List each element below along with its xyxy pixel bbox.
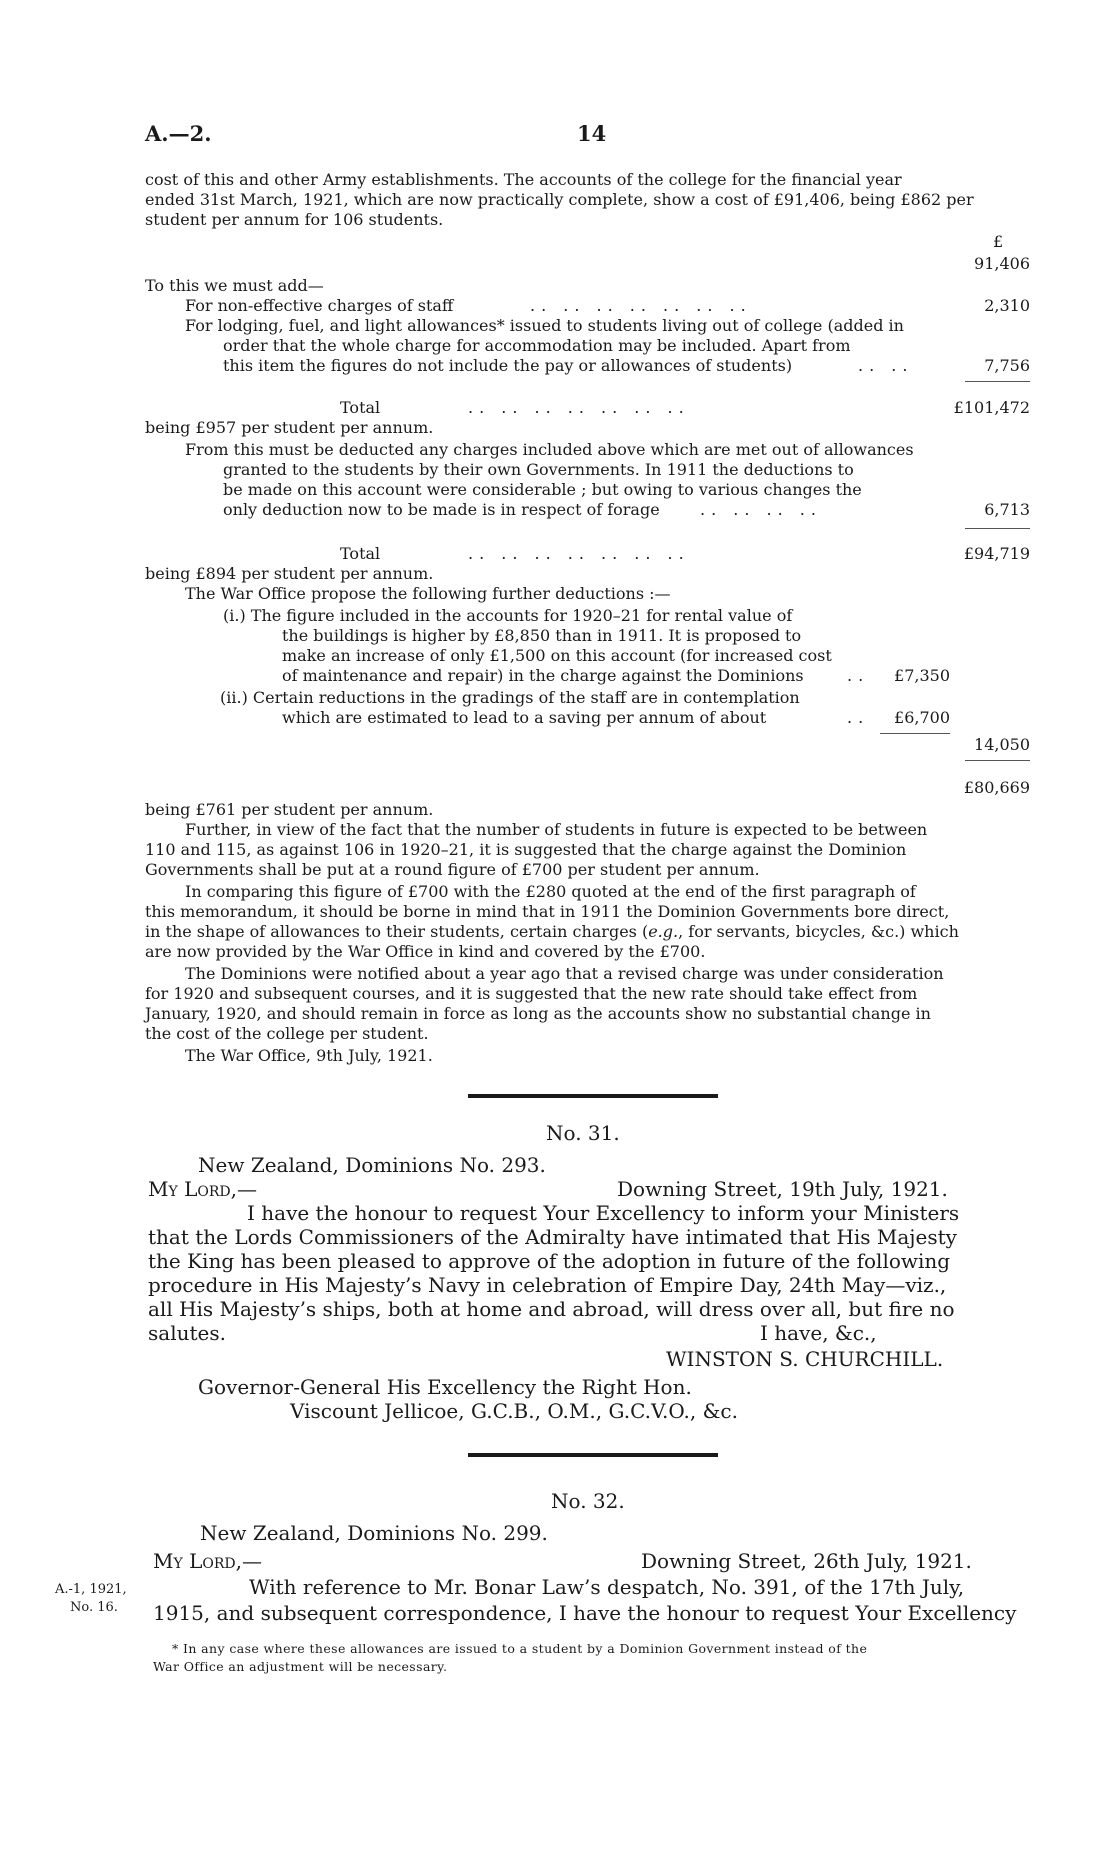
section-divider [468, 1094, 718, 1098]
final-per-student: being £761 per student per annum. [145, 800, 434, 819]
para-comparing-line-4: are now provided by the War Office in kind and covered by the £700. [145, 942, 706, 961]
deduction-i-line-2: the buildings is higher by £8,850 than in 1911. It is proposed to [282, 626, 802, 645]
margin-ref-line-1: A.-1, 1921, [55, 1582, 127, 1597]
total-2-per-student: being £894 per student per annum. [145, 564, 434, 583]
add-heading: To this we must add— [145, 276, 324, 295]
section-divider [468, 1453, 718, 1457]
leader-dots: .. .. .. .. .. .. .. [468, 544, 690, 563]
despatch-31-heading: No. 31. [546, 1121, 620, 1145]
despatch-31-address-date: Downing Street, 19th July, 1921. [617, 1177, 948, 1201]
deduct-line-2: granted to the students by their own Governments. In 1911 the deductions to [223, 460, 854, 479]
despatch-31-closing: I have, &c., [760, 1321, 877, 1345]
add-item-2-line-2: order that the whole charge for accommodation may be included. Apart from [223, 336, 851, 355]
final-amount: £80,669 [963, 778, 1030, 797]
total-1-per-student: being £957 per student per annum. [145, 418, 434, 437]
despatch-32-body-line-2: 1915, and subsequent correspondence, I have the honour to request Your Excellency [153, 1601, 1017, 1625]
despatch-31-addressee-line-2: Viscount Jellicoe, G.C.B., O.M., G.C.V.O., &c. [290, 1399, 738, 1423]
page-header-ref: A.—2. [145, 121, 212, 146]
despatch-32-salutation: My Lord,— [153, 1549, 262, 1573]
add-item-2-line-3: this item the figures do not include the pay or allowances of students) [223, 356, 793, 375]
sum-rule [965, 760, 1030, 761]
leader-dots: .. .. .. .. .. .. .. [468, 398, 690, 417]
deduction-i-line-4: of maintenance and repair) in the charge against the Dominions [282, 666, 804, 685]
deduction-ii-line-1: (ii.) Certain reductions in the gradings of the staff are in contemplation [220, 688, 800, 707]
despatch-31-signature: WINSTON S. CHURCHILL. [666, 1347, 944, 1371]
despatch-31-salutation: My Lord,— [148, 1177, 257, 1201]
further-deductions-heading: The War Office propose the following further deductions :— [185, 584, 671, 603]
para-further-line-3: Governments shall be put at a round figure of £700 per student per annum. [145, 860, 760, 879]
despatch-31-addressee-line-1: Governor-General His Excellency the Right Hon. [198, 1375, 692, 1399]
deductions-subtotal: 14,050 [974, 735, 1030, 754]
leader-dots: .. .. .. .. .. .. .. [530, 296, 752, 315]
currency-symbol: £ [993, 232, 1004, 251]
total-2-label: Total [340, 544, 381, 563]
despatch-31-dominion-ref: New Zealand, Dominions No. 293. [198, 1153, 546, 1177]
base-amount: 91,406 [974, 254, 1030, 273]
sum-rule [965, 528, 1030, 529]
despatch-31-body-line-4: procedure in His Majesty’s Navy in celebration of Empire Day, 24th May—viz., [148, 1273, 947, 1297]
sum-rule [965, 381, 1030, 382]
para-comparing-line-2: this memorandum, it should be borne in mind that in 1911 the Dominion Governments bore direct, [145, 902, 950, 921]
memo-intro-line-2: ended 31st March, 1921, which are now practically complete, show a cost of £91,406, being £862 per [145, 190, 974, 209]
para-notified-line-2: for 1920 and subsequent courses, and it is suggested that the new rate should take effect from [145, 984, 918, 1003]
italic-eg: e.g. [648, 922, 679, 941]
footnote-line-1: * In any case where these allowances are issued to a student by a Dominion Government instead of the [172, 1641, 868, 1656]
despatch-31-body-line-3: the King has been pleased to approve of the adoption in future of the following [148, 1249, 951, 1273]
deduct-line-1: From this must be deducted any charges included above which are met out of allowances [185, 440, 914, 459]
despatch-32-body-line-1: With reference to Mr. Bonar Law’s despatch, No. 391, of the 17th July, [249, 1575, 965, 1599]
deduction-i-line-1: (i.) The figure included in the accounts for 1920–21 for rental value of [223, 606, 793, 625]
despatch-31-body-last: salutes. [148, 1321, 226, 1345]
despatch-31-body-line-1: I have the honour to request Your Excellency to inform your Ministers [247, 1201, 960, 1225]
para-comparing-line-3-start: in the shape of allowances to their students, certain charges ( [145, 922, 649, 941]
add-item-2-amount: 7,756 [984, 356, 1030, 375]
para-notified-line-3: January, 1920, and should remain in force as long as the accounts show no substantial change in [145, 1004, 931, 1023]
despatch-31-body-line-5: all His Majesty’s ships, both at home and abroad, will dress over all, but fire no [148, 1297, 955, 1321]
add-item-1: For non-effective charges of staff [185, 296, 454, 315]
despatch-32-heading: No. 32. [551, 1489, 625, 1513]
total-1-amount: £101,472 [953, 398, 1030, 417]
leader-dots: .. [847, 708, 870, 727]
memo-signoff: The War Office, 9th July, 1921. [185, 1046, 433, 1065]
memo-intro-line-3: student per annum for 106 students. [145, 210, 444, 229]
despatch-31-body-line-2: that the Lords Commissioners of the Admiralty have intimated that His Majesty [148, 1225, 957, 1249]
sum-rule [880, 733, 950, 734]
total-2-amount: £94,719 [963, 544, 1030, 563]
total-1-label: Total [340, 398, 381, 417]
leader-dots: .. .. [858, 356, 914, 375]
despatch-32-dominion-ref: New Zealand, Dominions No. 299. [200, 1521, 548, 1545]
para-further-line-2: 110 and 115, as against 106 in 1920–21, it is suggested that the charge against the Dominion [145, 840, 907, 859]
para-comparing-line-3 [145, 922, 959, 941]
add-item-2-line-1: For lodging, fuel, and light allowances* issued to students living out of college (added in [185, 316, 904, 335]
para-comparing-line-1: In comparing this figure of £700 with the £280 quoted at the end of the first paragraph of [185, 882, 916, 901]
para-comparing-line-3-end: , for servants, bicycles, &c.) which [678, 922, 959, 941]
footnote-line-2: War Office an adjustment will be necessary. [153, 1659, 448, 1674]
deduction-ii-line-2: which are estimated to lead to a saving per annum of about [282, 708, 767, 727]
leader-dots: .. .. .. .. [700, 500, 822, 519]
para-notified-line-4: the cost of the college per student. [145, 1024, 429, 1043]
page-number: 14 [577, 121, 607, 146]
deduct-line-3: be made on this account were considerable ; but owing to various changes the [223, 480, 862, 499]
add-item-1-amount: 2,310 [984, 296, 1030, 315]
despatch-32-address-date: Downing Street, 26th July, 1921. [641, 1549, 972, 1573]
deduct-amount: 6,713 [984, 500, 1030, 519]
deduction-ii-amount: £6,700 [894, 708, 950, 727]
deduction-i-amount: £7,350 [894, 666, 950, 685]
para-notified-line-1: The Dominions were notified about a year ago that a revised charge was under consideration [185, 964, 944, 983]
margin-ref-line-2: No. 16. [70, 1600, 118, 1615]
deduct-line-4: only deduction now to be made is in respect of forage [223, 500, 660, 519]
para-further-line-1: Further, in view of the fact that the number of students in future is expected to be between [185, 820, 928, 839]
deduction-i-line-3: make an increase of only £1,500 on this account (for increased cost [282, 646, 832, 665]
memo-intro-line-1: cost of this and other Army establishments. The accounts of the college for the financial year [145, 170, 902, 189]
leader-dots: .. [847, 666, 870, 685]
